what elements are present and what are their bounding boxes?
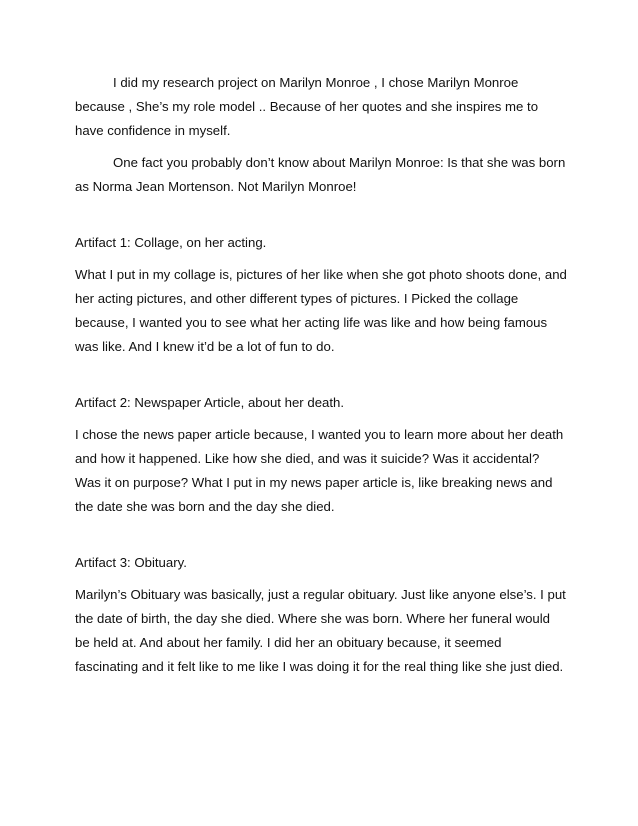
artifact-3-body: Marilyn’s Obituary was basically, just a regular obituary. Just like anyone else’s. I put the date of birth, the day she died. Where she was born. Where her funeral would be held at. And about her family. I did her an obituary because, it seemed fascinating and it felt like to me like I was doing it for the real thing like she just died. [75, 587, 566, 674]
artifact-2-heading: Artifact 2: Newspaper Article, about her death. [75, 395, 345, 410]
intro-paragraph-2: One fact you probably don’t know about Marilyn Monroe: Is that she was born as Norma Jean Mortenson. Not Marilyn Monroe! [75, 155, 566, 194]
document-body [75, 71, 567, 679]
artifact-3-heading: Artifact 3: Obituary. [75, 555, 187, 570]
artifact-1-heading: Artifact 1: Collage, on her acting. [75, 235, 267, 250]
artifact-1-body: What I put in my collage is, pictures of her like when she got photo shoots done, and her acting pictures, and other different types of pictures. I Picked the collage because, I wanted you to see what her acting life was like and how being famous was like. And I knew it’d be a lot of fun to do. [75, 267, 567, 354]
intro-paragraph-1: I did my research project on Marilyn Monroe , I chose Marilyn Monroe because , She’s my role model .. Because of her quotes and she inspires me to have confidence in myself. [75, 75, 539, 138]
artifact-2-body: I chose the news paper article because, I wanted you to learn more about her death and how it happened. Like how she died, and was it suicide? Was it accidental? Was it on purpose? What I put in my news paper article is, like breaking news and the date she was born and the day she died. [75, 427, 564, 514]
